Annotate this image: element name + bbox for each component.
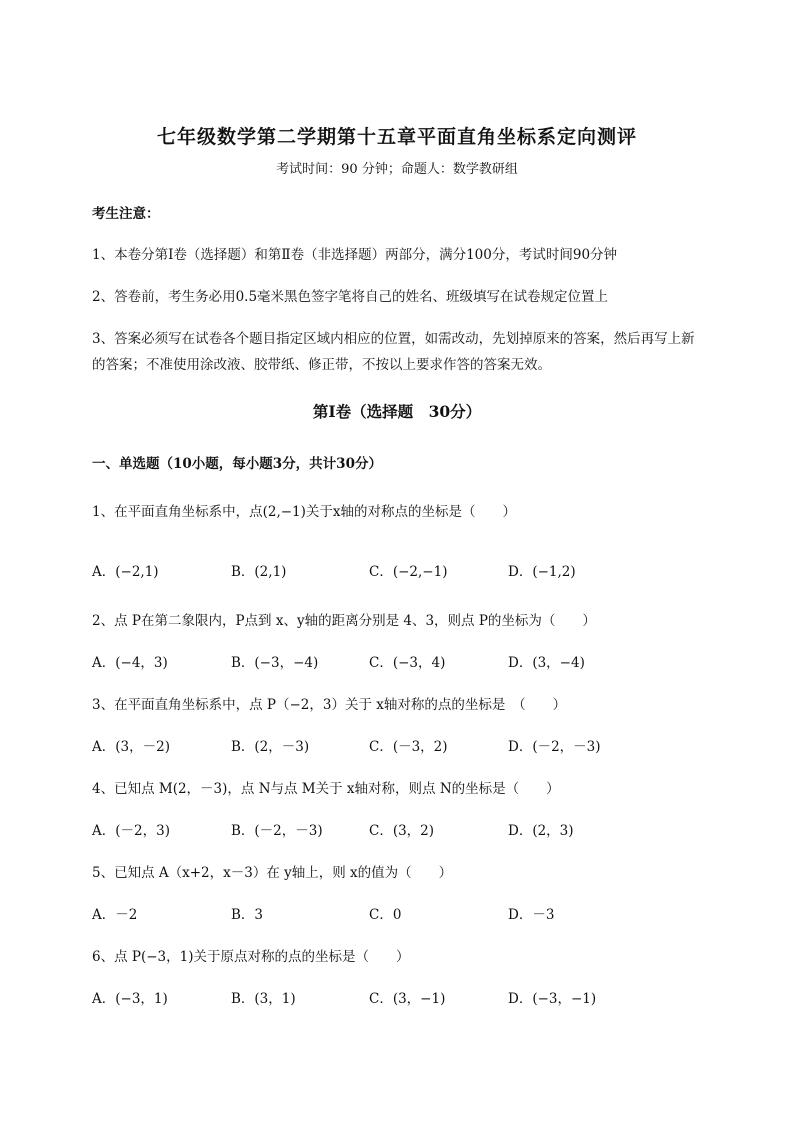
question-2-option-a: A．(−4，3) — [92, 655, 168, 671]
question-3-option-a: A．(3，－2) — [92, 739, 170, 755]
question-1-option-a: A．(−2,1) — [92, 564, 159, 580]
question-5-option-b: B．3 — [231, 907, 264, 923]
question-6-option-d: D．(−3，−1) — [508, 991, 597, 1007]
notice-item-2: 2、答卷前，考生务必用0.5毫米黑色签字笔将自己的姓名、班级填写在试卷规定位置上 — [92, 289, 609, 305]
question-3-option-b: B．(2，－3) — [231, 739, 310, 755]
notice-heading: 考生注意： — [92, 206, 160, 222]
question-4-option-b: B．(－2，－3) — [231, 823, 323, 839]
question-4-option-c: C．(3，2) — [369, 823, 435, 839]
question-6-option-c: C．(3，−1) — [369, 991, 446, 1007]
question-3-stem: 3、在平面直角坐标系中，点 P（−2，3）关于 x轴对称的点的坐标是 （ ） — [92, 697, 567, 713]
question-1-stem: 1、在平面直角坐标系中，点(2,−1)关于x轴的对称点的坐标是（ ） — [92, 504, 517, 520]
notice-item-3-cont: 的答案；不准使用涂改液、胶带纸、修正带，不按以上要求作答的答案无效。 — [92, 357, 551, 373]
question-1-option-d: D．(−1,2) — [508, 564, 576, 580]
exam-info: 考试时间：90 分钟；命题人：数学教研组 — [276, 162, 518, 177]
question-6-option-b: B．(3，1) — [231, 991, 296, 1007]
question-5-stem: 5、已知点 A（x+2，x－3）在 y轴上，则 x的值为（ ） — [92, 865, 453, 881]
question-4-stem: 4、已知点 M(2，－3)，点 N与点 M关于 x轴对称，则点 N的坐标是（ ） — [92, 781, 560, 797]
question-2-option-d: D．(3，−4) — [508, 655, 585, 671]
question-2-option-c: C．(−3，4) — [369, 655, 446, 671]
question-5-option-a: A．－2 — [92, 907, 138, 923]
question-3-option-d: D．(－2，－3) — [508, 739, 601, 755]
notice-item-1: 1、本卷分第I卷（选择题）和第Ⅱ卷（非选择题）两部分，满分100分，考试时间90分钟 — [92, 247, 618, 263]
part-heading: 一、单选题（10小题，每小题3分，共计30分） — [92, 456, 382, 472]
notice-item-3: 3、答案必须写在试卷各个题目指定区域内相应的位置，如需改动，先划掉原来的答案，然后再写上新 — [92, 331, 695, 347]
question-5-option-d: D．－3 — [508, 907, 555, 923]
question-6-option-a: A．(−3，1) — [92, 991, 168, 1007]
question-6-stem: 6、点 P(−3，1)关于原点对称的点的坐标是（ ） — [92, 949, 410, 965]
question-4-option-d: D．(2，3) — [508, 823, 574, 839]
section-title: 第I卷（选择题 30分） — [312, 402, 482, 421]
page-title: 七年级数学第二学期第十五章平面直角坐标系定向测评 — [156, 126, 637, 148]
question-5-option-c: C．0 — [369, 907, 402, 923]
question-1-option-c: C．(−2,−1) — [369, 564, 448, 580]
question-3-option-c: C．(－3，2) — [369, 739, 448, 755]
question-2-stem: 2、点 P在第二象限内，P点到 x、y轴的距离分别是 4、3，则点 P的坐标为（ ） — [92, 613, 596, 629]
question-2-option-b: B．(−3，−4) — [231, 655, 319, 671]
question-4-option-a: A．(－2，3) — [92, 823, 170, 839]
question-1-option-b: B．(2,1) — [231, 564, 287, 580]
